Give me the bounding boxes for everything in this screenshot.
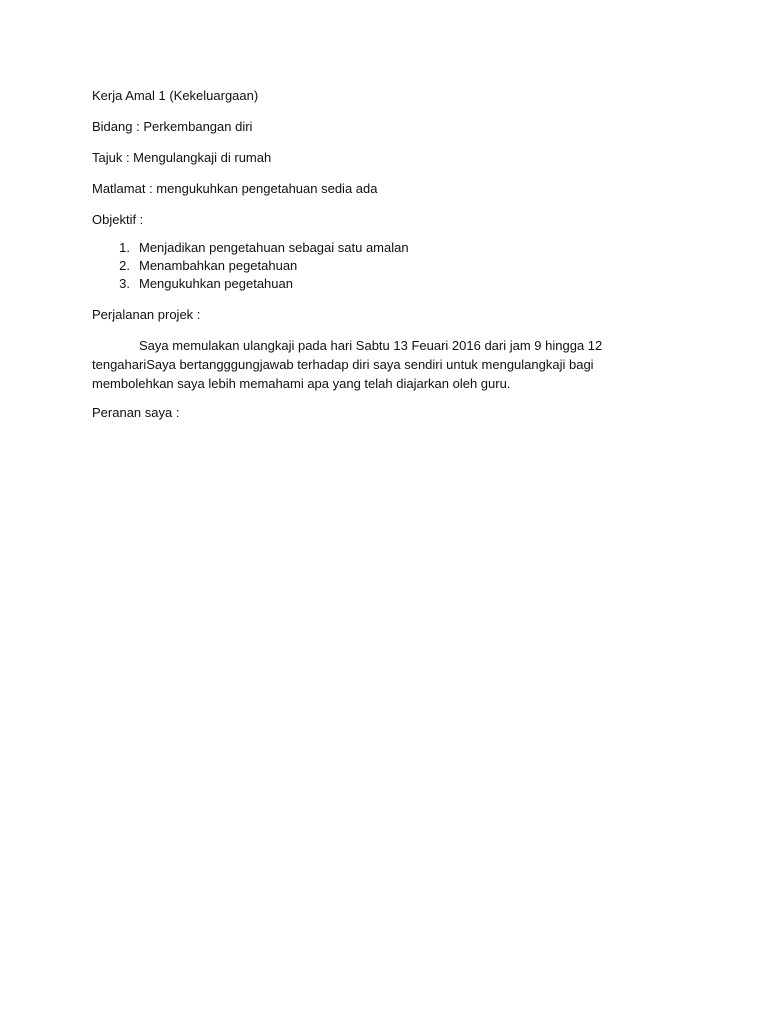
peranan-heading: Peranan saya : bbox=[92, 405, 180, 420]
perjalanan-body bbox=[92, 336, 607, 393]
objektif-list bbox=[92, 239, 612, 293]
tajuk-line: Tajuk : Mengulangkaji di rumah bbox=[92, 150, 272, 165]
list-item-text: Mengukuhkan pegetahuan bbox=[139, 276, 293, 291]
list-item-number: 2. bbox=[119, 258, 130, 273]
list-item bbox=[92, 275, 612, 293]
bidang-line: Bidang : Perkembangan diri bbox=[92, 119, 253, 134]
document-title: Kerja Amal 1 (Kekeluargaan) bbox=[92, 88, 259, 103]
objektif-heading: Objektif : bbox=[92, 212, 144, 227]
matlamat-line: Matlamat : mengukuhkan pengetahuan sedia ada bbox=[92, 181, 378, 196]
perjalanan-body-text: Saya memulakan ulangkaji pada hari Sabtu 13 Feuari 2016 dari jam 9 hingga 12 tengahariSaya bertangggungjawab terhadap diri saya sendiri untuk mengulangkaji bagi membolehkan saya lebih memahami apa yang telah diajarkan oleh guru. bbox=[92, 338, 603, 391]
document-body bbox=[92, 86, 612, 434]
list-item-number: 1. bbox=[119, 240, 130, 255]
list-item bbox=[92, 257, 612, 275]
list-item bbox=[92, 239, 612, 257]
perjalanan-heading: Perjalanan projek : bbox=[92, 307, 201, 322]
list-item-text: Menambahkan pegetahuan bbox=[139, 258, 298, 273]
list-item-text: Menjadikan pengetahuan sebagai satu amalan bbox=[139, 240, 409, 255]
list-item-number: 3. bbox=[119, 276, 130, 291]
